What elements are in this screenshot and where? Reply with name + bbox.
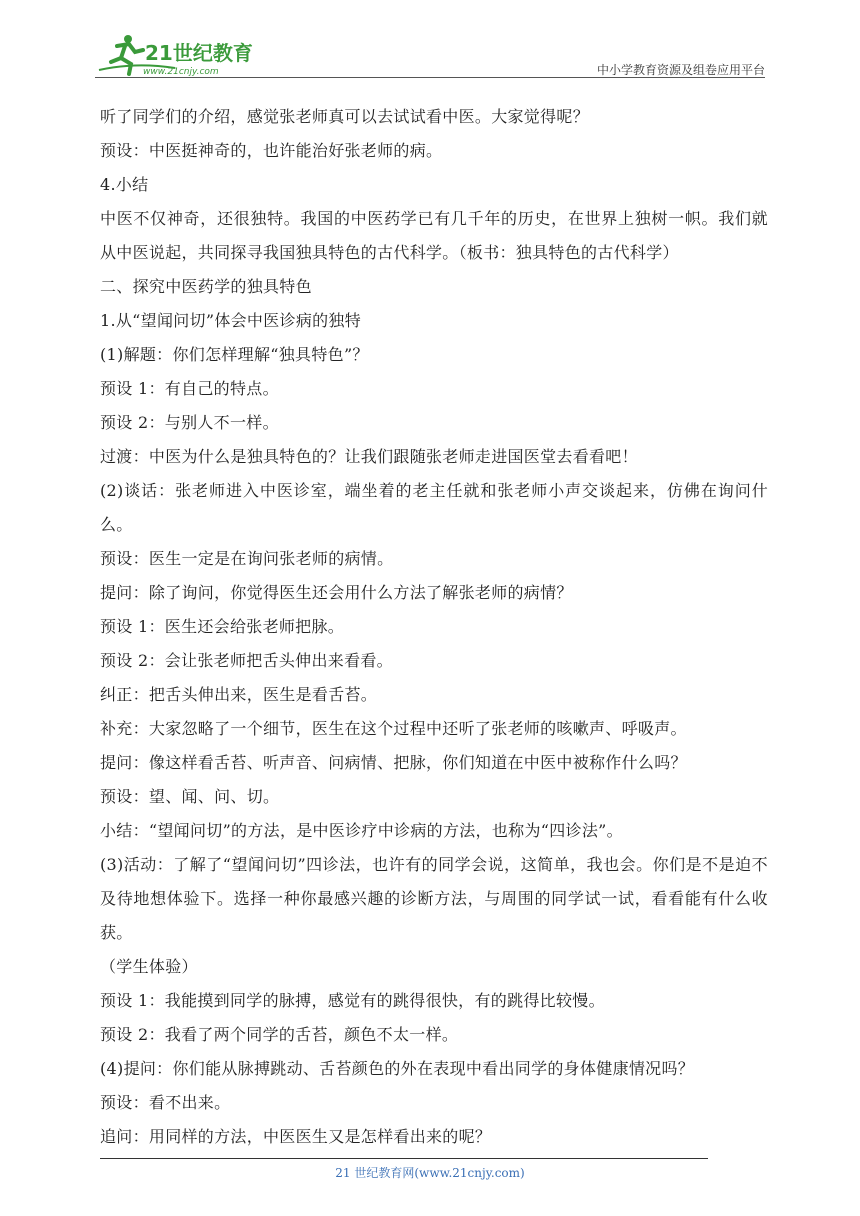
svg-text:www.21cnjy.com: www.21cnjy.com xyxy=(143,67,219,77)
paragraph: 提问：像这样看舌苔、听声音、问病情、把脉，你们知道在中医中被称作什么吗？ xyxy=(100,753,687,772)
paragraph: 预设 1：医生还会给张老师把脉。 xyxy=(100,617,345,636)
page-header xyxy=(95,32,765,78)
paragraph: (2)谈话：张老师进入中医诊室，端坐着的老主任就和张老师小声交谈起来，仿佛在询问什么。 xyxy=(100,481,768,534)
paragraph: 小结：“望闻问切”的方法，是中医诊疗中诊病的方法，也称为“四诊法”。 xyxy=(100,821,623,840)
paragraph: 4.小结 xyxy=(100,175,149,194)
paragraph: (3)活动：了解了“望闻问切”四诊法，也许有的同学会说，这简单，我也会。你们是不是迫不及待地想体验下。选择一种你最感兴趣的诊断方法，与周围的同学试一试，看看能有什么收获。 xyxy=(100,855,768,942)
paragraph: (4)提问：你们能从脉搏跳动、舌苔颜色的外在表现中看出同学的身体健康情况吗？ xyxy=(100,1059,695,1078)
section-heading: 二、探究中医药学的独具特色 xyxy=(100,277,312,296)
logo xyxy=(95,32,265,78)
paragraph: 预设：医生一定是在询问张老师的病情。 xyxy=(100,549,394,568)
paragraph: 提问：除了询问，你觉得医生还会用什么方法了解张老师的病情？ xyxy=(100,583,573,602)
paragraph: 预设 1：我能摸到同学的脉搏，感觉有的跳得很快，有的跳得比较慢。 xyxy=(100,991,605,1010)
paragraph: 追问：用同样的方法，中医医生又是怎样看出来的呢？ xyxy=(100,1127,492,1146)
paragraph: 预设：看不出来。 xyxy=(100,1093,231,1112)
subsection-heading: 1.从“望闻问切”体会中医诊病的独特 xyxy=(100,311,362,330)
paragraph: 中医不仅神奇，还很独特。我国的中医药学已有几千年的历史，在世界上独树一帜。我们就从中医说起，共同探寻我国独具特色的古代科学。（板书：独具特色的古代科学） xyxy=(100,209,768,262)
paragraph: 预设 2：会让张老师把舌头伸出来看看。 xyxy=(100,651,393,670)
paragraph: (1)解题：你们怎样理解“独具特色”？ xyxy=(100,345,369,364)
svg-text:21世纪教育: 21世纪教育 xyxy=(145,41,253,65)
paragraph: 纠正：把舌头伸出来，医生是看舌苔。 xyxy=(100,685,378,704)
paragraph: 预设 2：我看了两个同学的舌苔，颜色不太一样。 xyxy=(100,1025,459,1044)
footer-divider xyxy=(100,1158,708,1159)
paragraph: 预设：望、闻、问、切。 xyxy=(100,787,280,806)
paragraph: 预设 2：与别人不一样。 xyxy=(100,413,279,432)
paragraph: 过渡：中医为什么是独具特色的？让我们跟随张老师走进国医堂去看看吧！ xyxy=(100,447,638,466)
runner-logo-icon xyxy=(95,32,265,78)
header-tagline: 中小学教育资源及组卷应用平台 xyxy=(596,63,765,77)
paragraph: （学生体验） xyxy=(100,957,198,976)
paragraph: 预设 1：有自己的特点。 xyxy=(100,379,279,398)
footer-link[interactable]: 21 世纪教育网(www.21cnjy.com) xyxy=(335,1166,525,1180)
paragraph: 预设：中医挺神奇的，也许能治好张老师的病。 xyxy=(100,141,443,160)
header-divider xyxy=(95,77,765,78)
document-body xyxy=(100,100,768,1154)
paragraph: 听了同学们的介绍，感觉张老师真可以去试试看中医。大家觉得呢？ xyxy=(100,107,590,126)
paragraph: 补充：大家忽略了一个细节，医生在这个过程中还听了张老师的咳嗽声、呼吸声。 xyxy=(100,719,687,738)
